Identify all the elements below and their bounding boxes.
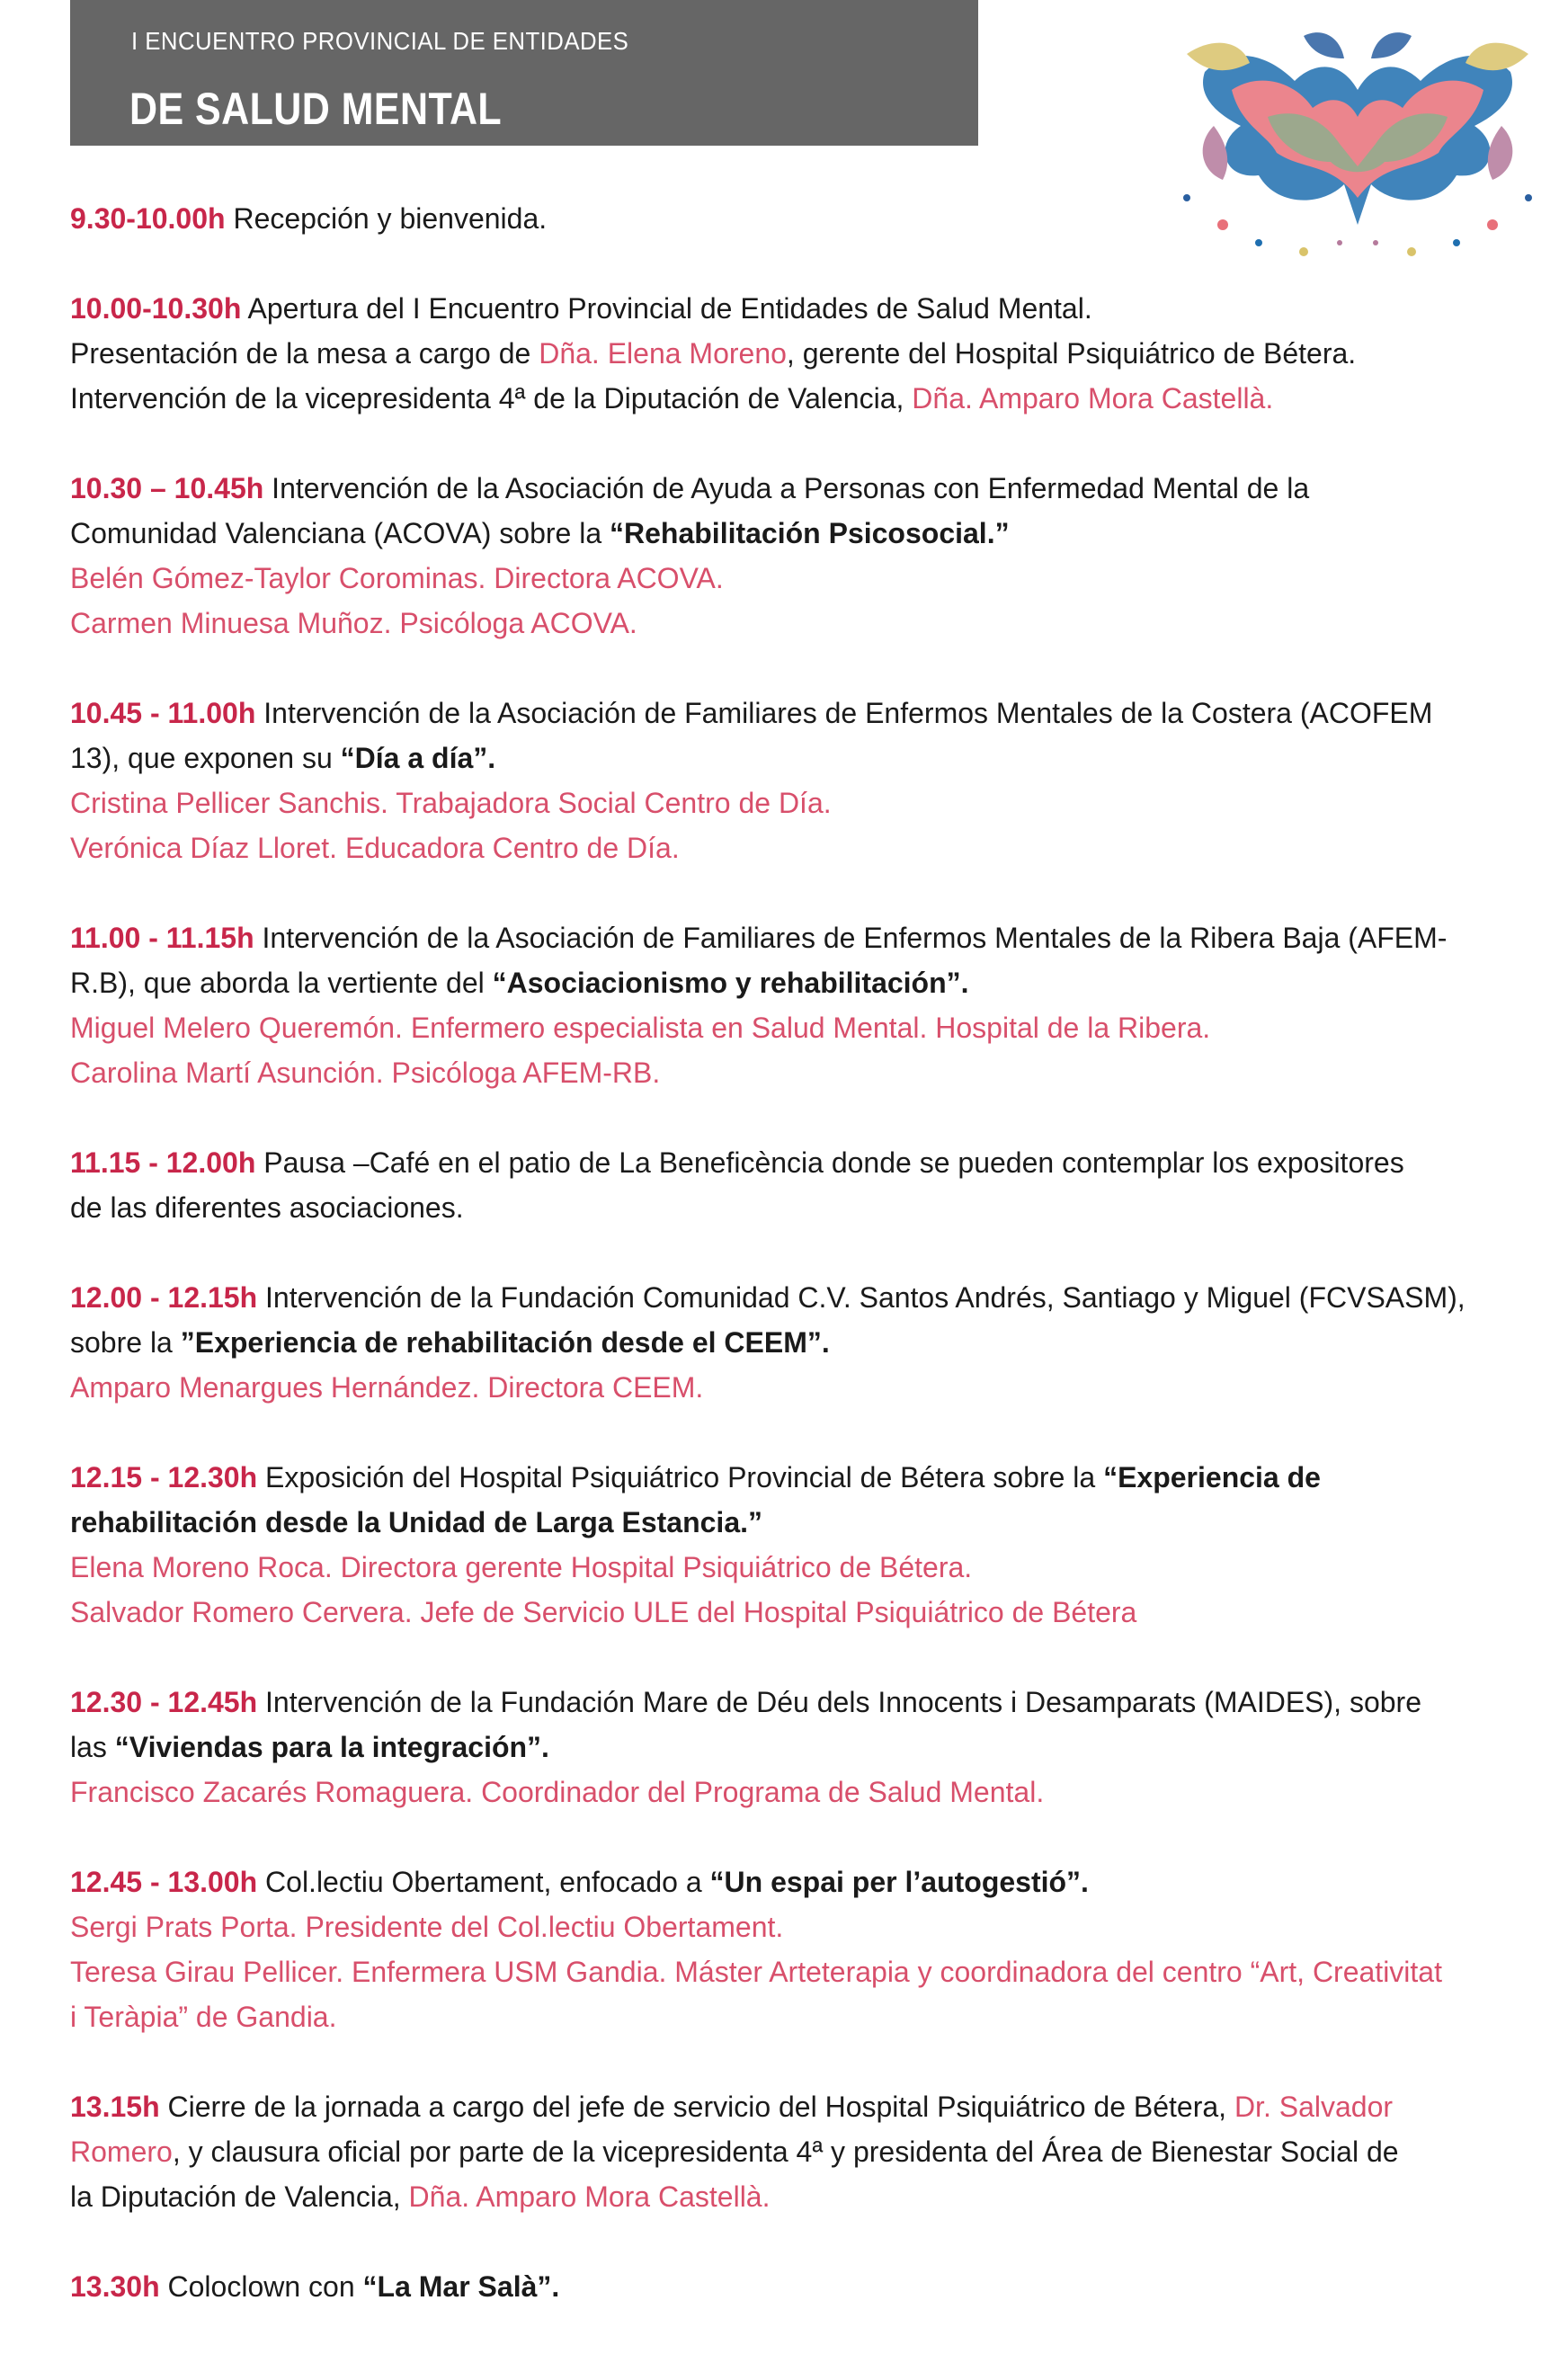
- agenda-item: [70, 1680, 1545, 1815]
- agenda-item: [70, 915, 1545, 1095]
- agenda-item: [70, 2084, 1545, 2219]
- agenda-line: [70, 825, 1545, 870]
- speaker-name: Verónica Díaz Lloret. Educadora Centro de Día.: [70, 832, 680, 864]
- agenda-time: 12.30 - 12.45h: [70, 1686, 258, 1718]
- highlighted-name: Dña. Amparo Mora Castellà.: [408, 2180, 771, 2213]
- agenda-text: Cierre de la jornada a cargo del jefe de servicio del Hospital Psiquiátrico de Bétera,: [159, 2091, 1234, 2123]
- agenda-line: [70, 780, 1545, 825]
- agenda-line: [70, 1005, 1545, 1050]
- agenda-line: [70, 915, 1545, 960]
- highlighted-name: Dña. Amparo Mora Castellà.: [912, 382, 1274, 415]
- agenda-line: [70, 376, 1545, 421]
- header-title: DE SALUD MENTAL: [129, 84, 503, 134]
- agenda-text: Intervención de la Asociación de Ayuda a Personas con Enfermedad Mental de la: [263, 472, 1310, 504]
- agenda-line: [70, 1859, 1545, 1904]
- speaker-name: Amparo Menargues Hernández. Directora CEEM.: [70, 1371, 704, 1404]
- agenda-text: Exposición del Hospital Psiquiátrico Provincial de Bétera sobre la: [257, 1461, 1104, 1494]
- agenda-time: 11.00 - 11.15h: [70, 922, 254, 954]
- agenda-text: Apertura del I Encuentro Provincial de Entidades de Salud Mental.: [241, 292, 1092, 325]
- header-band: [70, 0, 978, 146]
- agenda-text: Pausa –Café en el patio de La Beneficència donde se pueden contemplar los expositores: [255, 1146, 1404, 1179]
- agenda-text: , y clausura oficial por parte de la vicepresidenta 4ª y presidenta del Área de Bienestar Social de: [172, 2136, 1399, 2168]
- agenda-item: [70, 691, 1545, 870]
- agenda-line: [70, 1140, 1545, 1185]
- agenda-item: [70, 466, 1545, 646]
- agenda-text: , gerente del Hospital Psiquiátrico de Bétera.: [786, 337, 1357, 370]
- speaker-name: Miguel Melero Queremón. Enfermero especialista en Salud Mental. Hospital de la Ribera.: [70, 1012, 1211, 1044]
- agenda-text: Intervención de la Asociación de Familiares de Enfermos Mentales de la Ribera Baja (AFEM-: [254, 922, 1448, 954]
- agenda-line: [70, 1500, 1545, 1545]
- speaker-name: Sergi Prats Porta. Presidente del Col.lectiu Obertament.: [70, 1911, 784, 1943]
- agenda-line: [70, 466, 1545, 511]
- agenda-time: 9.30-10.00h: [70, 202, 226, 235]
- agenda-line: [70, 691, 1545, 736]
- highlighted-name: Dña. Elena Moreno: [539, 337, 787, 370]
- agenda-line: [70, 1365, 1545, 1410]
- agenda-line: [70, 1545, 1545, 1590]
- agenda-text: Presentación de la mesa a cargo de: [70, 337, 539, 370]
- speaker-name: Belén Gómez-Taylor Corominas. Directora ACOVA.: [70, 562, 724, 594]
- agenda-item: [70, 286, 1545, 421]
- agenda-time: 12.00 - 12.15h: [70, 1281, 258, 1314]
- agenda-text: Intervención de la vicepresidenta 4ª de la Diputación de Valencia,: [70, 382, 913, 415]
- agenda-line: [70, 1770, 1545, 1815]
- agenda-line: [70, 960, 1545, 1005]
- speaker-name: Carmen Minuesa Muñoz. Psicóloga ACOVA.: [70, 607, 637, 639]
- session-title: “Experiencia de: [1103, 1461, 1321, 1494]
- agenda-list: [70, 196, 1545, 2354]
- agenda-time: 10.30 – 10.45h: [70, 472, 264, 504]
- agenda-time: 11.15 - 12.00h: [70, 1146, 256, 1179]
- session-title: “Viviendas para la integración”.: [114, 1731, 549, 1763]
- agenda-time: 12.15 - 12.30h: [70, 1461, 258, 1494]
- session-title: rehabilitación desde la Unidad de Larga Estancia.”: [70, 1506, 762, 1538]
- agenda-text: Recepción y bienvenida.: [225, 202, 548, 235]
- agenda-text: Comunidad Valenciana (ACOVA) sobre la: [70, 517, 610, 549]
- header-supertitle: I ENCUENTRO PROVINCIAL DE ENTIDADES: [131, 27, 629, 55]
- agenda-line: [70, 1275, 1545, 1320]
- agenda-line: [70, 1590, 1545, 1635]
- agenda-line: [70, 286, 1545, 331]
- agenda-line: [70, 601, 1545, 646]
- agenda-text: Coloclown con: [159, 2270, 363, 2303]
- agenda-line: [70, 196, 1545, 241]
- session-title: “Asociacionismo y rehabilitación”.: [492, 967, 969, 999]
- agenda-time: 12.45 - 13.00h: [70, 1866, 258, 1898]
- agenda-line: [70, 1455, 1545, 1500]
- agenda-text: Col.lectiu Obertament, enfocado a: [257, 1866, 710, 1898]
- agenda-line: [70, 331, 1545, 376]
- speaker-name: Cristina Pellicer Sanchis. Trabajadora Social Centro de Día.: [70, 787, 832, 819]
- speaker-name: Carolina Martí Asunción. Psicóloga AFEM-RB.: [70, 1057, 661, 1089]
- agenda-time: 13.15h: [70, 2091, 160, 2123]
- speaker-name: i Teràpia” de Gandia.: [70, 2001, 337, 2033]
- speaker-name: Francisco Zacarés Romaguera. Coordinador del Programa de Salud Mental.: [70, 1776, 1045, 1808]
- agenda-line: [70, 1904, 1545, 1949]
- agenda-text: 13), que exponen su: [70, 742, 341, 774]
- agenda-line: [70, 1725, 1545, 1770]
- agenda-item: [70, 1140, 1545, 1230]
- session-title: “Día a día”.: [340, 742, 496, 774]
- agenda-text: las: [70, 1731, 115, 1763]
- agenda-line: [70, 2129, 1545, 2174]
- agenda-line: [70, 2084, 1545, 2129]
- agenda-text: de las diferentes asociaciones.: [70, 1191, 464, 1224]
- agenda-item: [70, 1859, 1545, 2039]
- agenda-time: 10.00-10.30h: [70, 292, 242, 325]
- agenda-text: Intervención de la Asociación de Familiares de Enfermos Mentales de la Costera (ACOFEM: [255, 697, 1433, 729]
- agenda-item: [70, 2264, 1545, 2309]
- agenda-text: Intervención de la Fundación Mare de Déu dels Innocents i Desamparats (MAIDES), sobre: [257, 1686, 1421, 1718]
- agenda-line: [70, 2174, 1545, 2219]
- agenda-line: [70, 1949, 1545, 1994]
- highlighted-name: Dr. Salvador: [1234, 2091, 1394, 2123]
- speaker-name: Salvador Romero Cervera. Jefe de Servicio ULE del Hospital Psiquiátrico de Bétera: [70, 1596, 1137, 1628]
- session-title: ”Experiencia de rehabilitación desde el CEEM”.: [180, 1326, 830, 1359]
- agenda-time: 13.30h: [70, 2270, 160, 2303]
- agenda-line: [70, 1050, 1545, 1095]
- agenda-line: [70, 556, 1545, 601]
- session-title: “Rehabilitación Psicosocial.”: [610, 517, 1010, 549]
- speaker-name: Teresa Girau Pellicer. Enfermera USM Gandia. Máster Arteterapia y coordinadora del centro “Art, Creativitat: [70, 1956, 1442, 1988]
- session-title: “La Mar Salà”.: [362, 2270, 560, 2303]
- agenda-item: [70, 1455, 1545, 1635]
- agenda-item: [70, 1275, 1545, 1410]
- agenda-line: [70, 511, 1545, 556]
- agenda-text: Intervención de la Fundación Comunidad C.V. Santos Andrés, Santiago y Miguel (FCVSASM),: [257, 1281, 1466, 1314]
- agenda-text: la Diputación de Valencia,: [70, 2180, 409, 2213]
- agenda-line: [70, 736, 1545, 780]
- agenda-item: [70, 196, 1545, 241]
- agenda-text: R.B), que aborda la vertiente del: [70, 967, 493, 999]
- agenda-time: 10.45 - 11.00h: [70, 697, 256, 729]
- highlighted-name: Romero: [70, 2136, 173, 2168]
- speaker-name: Elena Moreno Roca. Directora gerente Hospital Psiquiátrico de Bétera.: [70, 1551, 973, 1583]
- agenda-line: [70, 1320, 1545, 1365]
- agenda-line: [70, 2264, 1545, 2309]
- agenda-line: [70, 1185, 1545, 1230]
- agenda-line: [70, 1680, 1545, 1725]
- agenda-line: [70, 1994, 1545, 2039]
- agenda-text: sobre la: [70, 1326, 181, 1359]
- session-title: “Un espai per l’autogestió”.: [709, 1866, 1089, 1898]
